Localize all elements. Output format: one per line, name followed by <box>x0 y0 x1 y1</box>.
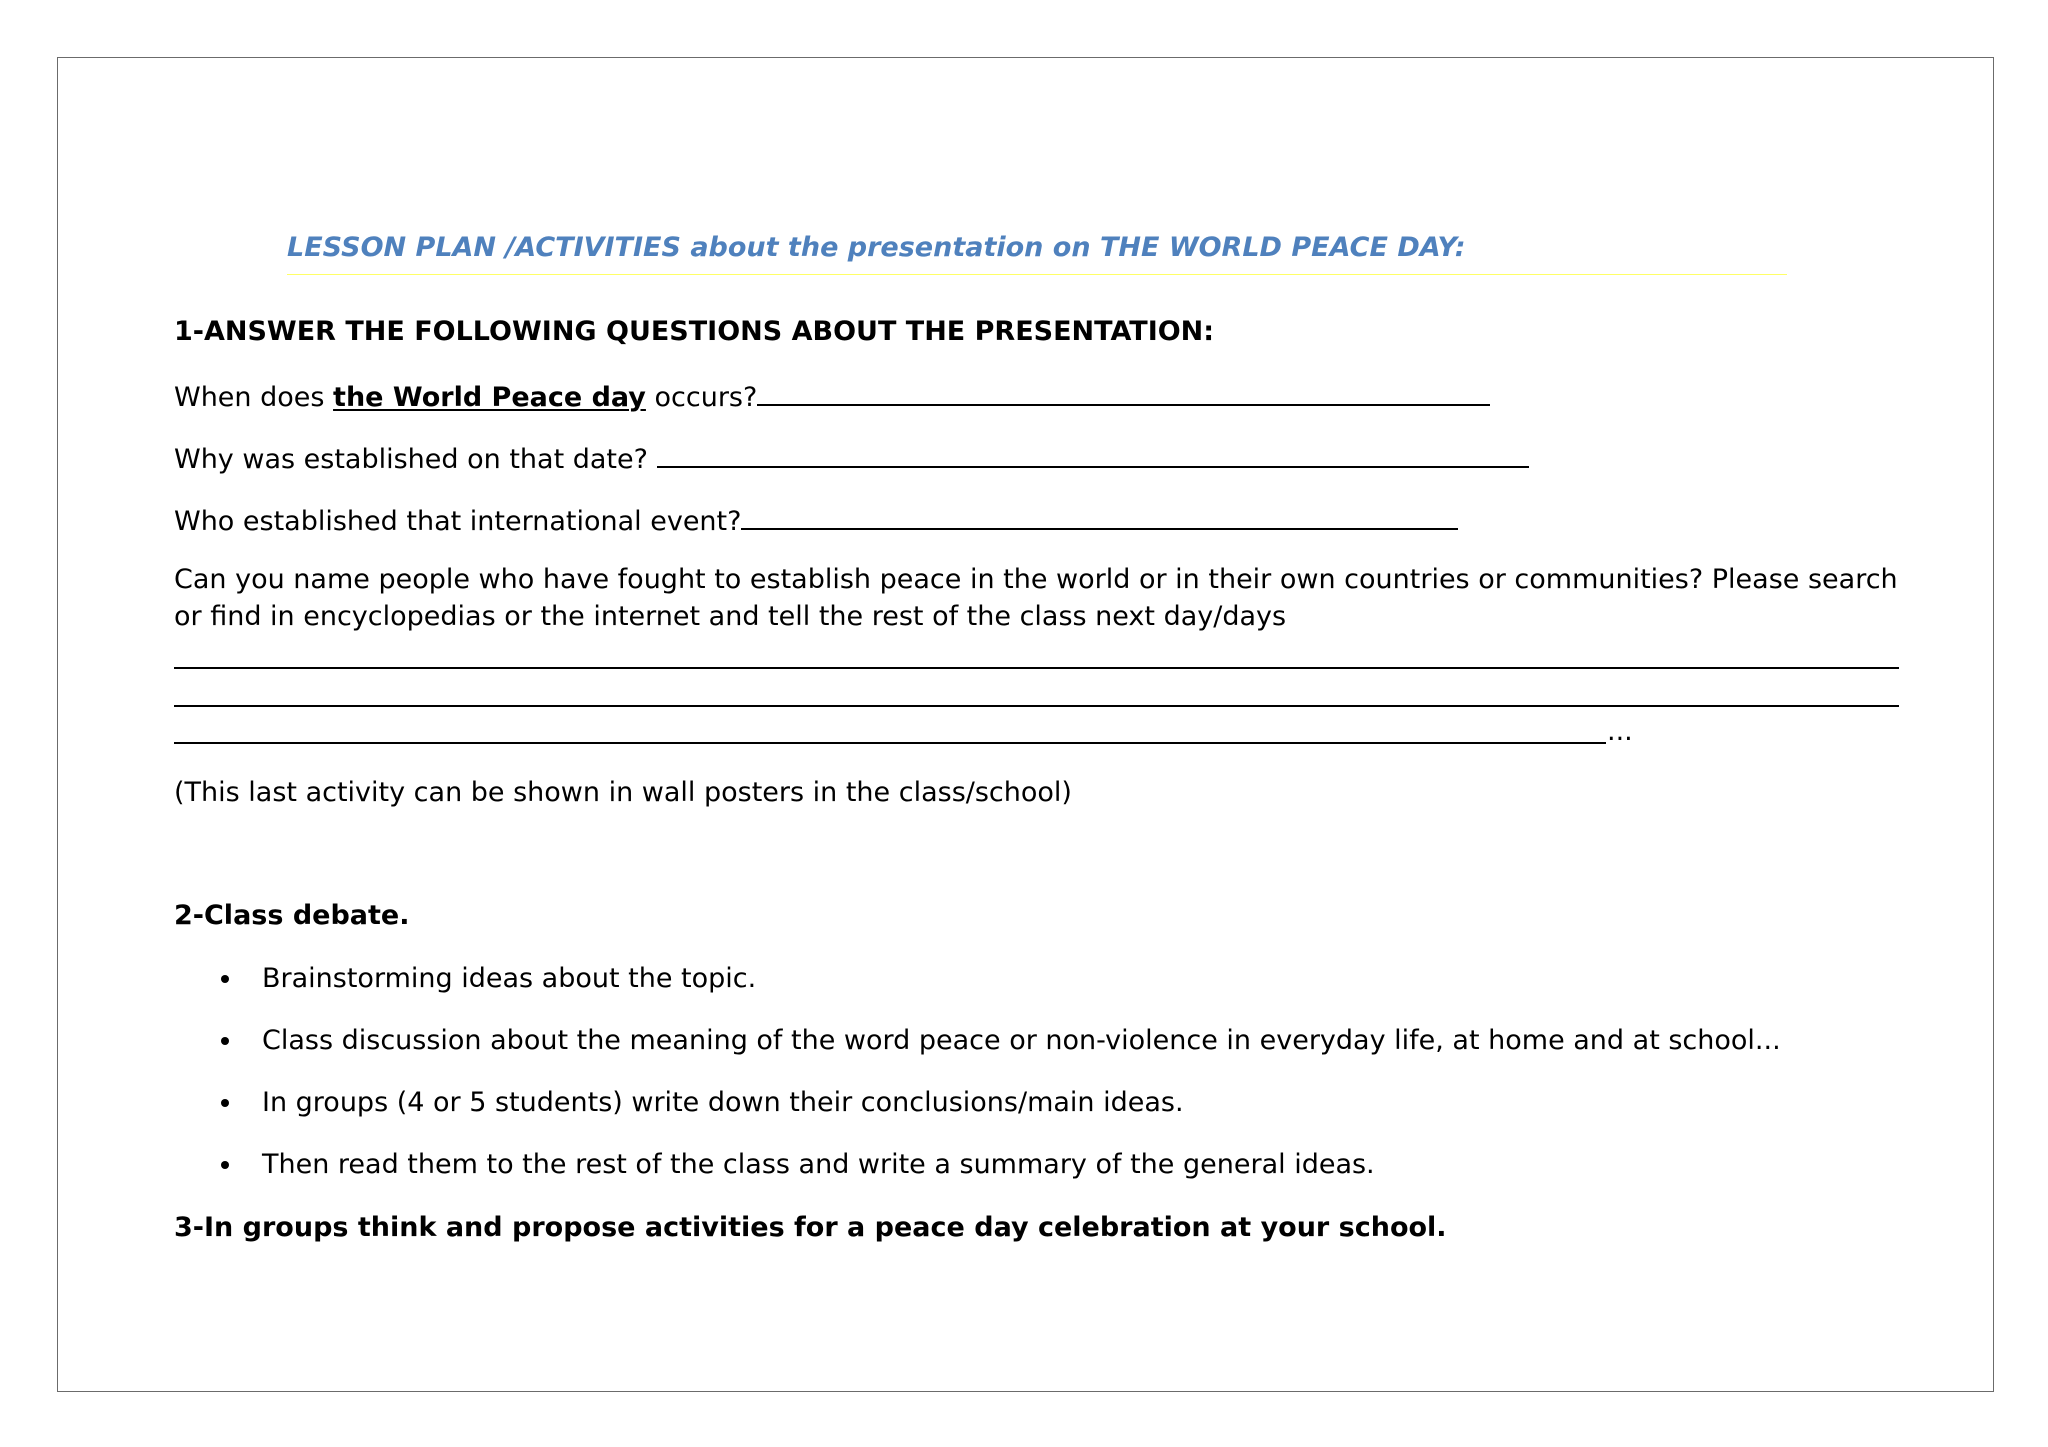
answer-blank-1[interactable] <box>757 376 1490 406</box>
bullet-dot <box>221 1037 229 1045</box>
answer-line-ellipsis: ... <box>1607 716 1633 747</box>
bullet-dot <box>221 1161 229 1169</box>
answer-blank-2[interactable] <box>657 438 1529 468</box>
bullet-item-4: Then read them to the rest of the class and write a summary of the general ideas. <box>262 1149 1375 1180</box>
bullet-dot <box>221 1099 229 1107</box>
heading-underline-rule <box>287 274 1787 275</box>
answer-line-2[interactable] <box>174 705 1899 707</box>
question-1-suffix: occurs? <box>645 382 758 413</box>
question-4-line-2: or find in encyclopedias or the internet and tell the rest of the class next day/days <box>174 601 1287 632</box>
question-4-line-1: Can you name people who have fought to establish peace in the world or in their own countries or communities? Please search <box>174 564 1898 595</box>
bullet-item-3: In groups (4 or 5 students) write down their conclusions/main ideas. <box>262 1087 1184 1118</box>
lesson-plan-heading: LESSON PLAN /ACTIVITIES about the presentation on THE WORLD PEACE DAY: <box>287 232 1466 263</box>
bullet-item-1: Brainstorming ideas about the topic. <box>262 963 757 994</box>
question-3-text: Who established that international event? <box>174 506 742 537</box>
answer-line-3[interactable] <box>174 742 1606 744</box>
bullet-item-2: Class discussion about the meaning of the word peace or non-violence in everyday life, at home and at school... <box>262 1025 1781 1056</box>
answer-blank-3[interactable] <box>741 500 1458 530</box>
question-1-prefix: When does <box>174 382 334 413</box>
question-2-text: Why was established on that date? <box>174 444 657 475</box>
answer-line-1[interactable] <box>174 667 1899 669</box>
question-1-emphasis: the World Peace day <box>333 382 646 413</box>
question-1 <box>174 376 1490 416</box>
question-2 <box>174 438 1529 478</box>
section-2-title: 2-Class debate. <box>174 900 410 931</box>
section-3-title: 3-In groups think and propose activities for a peace day celebration at your school. <box>174 1212 1447 1243</box>
question-3 <box>174 500 1458 540</box>
activity-note: (This last activity can be shown in wall posters in the class/school) <box>174 777 1072 808</box>
bullet-dot <box>221 975 229 983</box>
section-1-title: 1-ANSWER THE FOLLOWING QUESTIONS ABOUT THE PRESENTATION: <box>174 316 1215 347</box>
